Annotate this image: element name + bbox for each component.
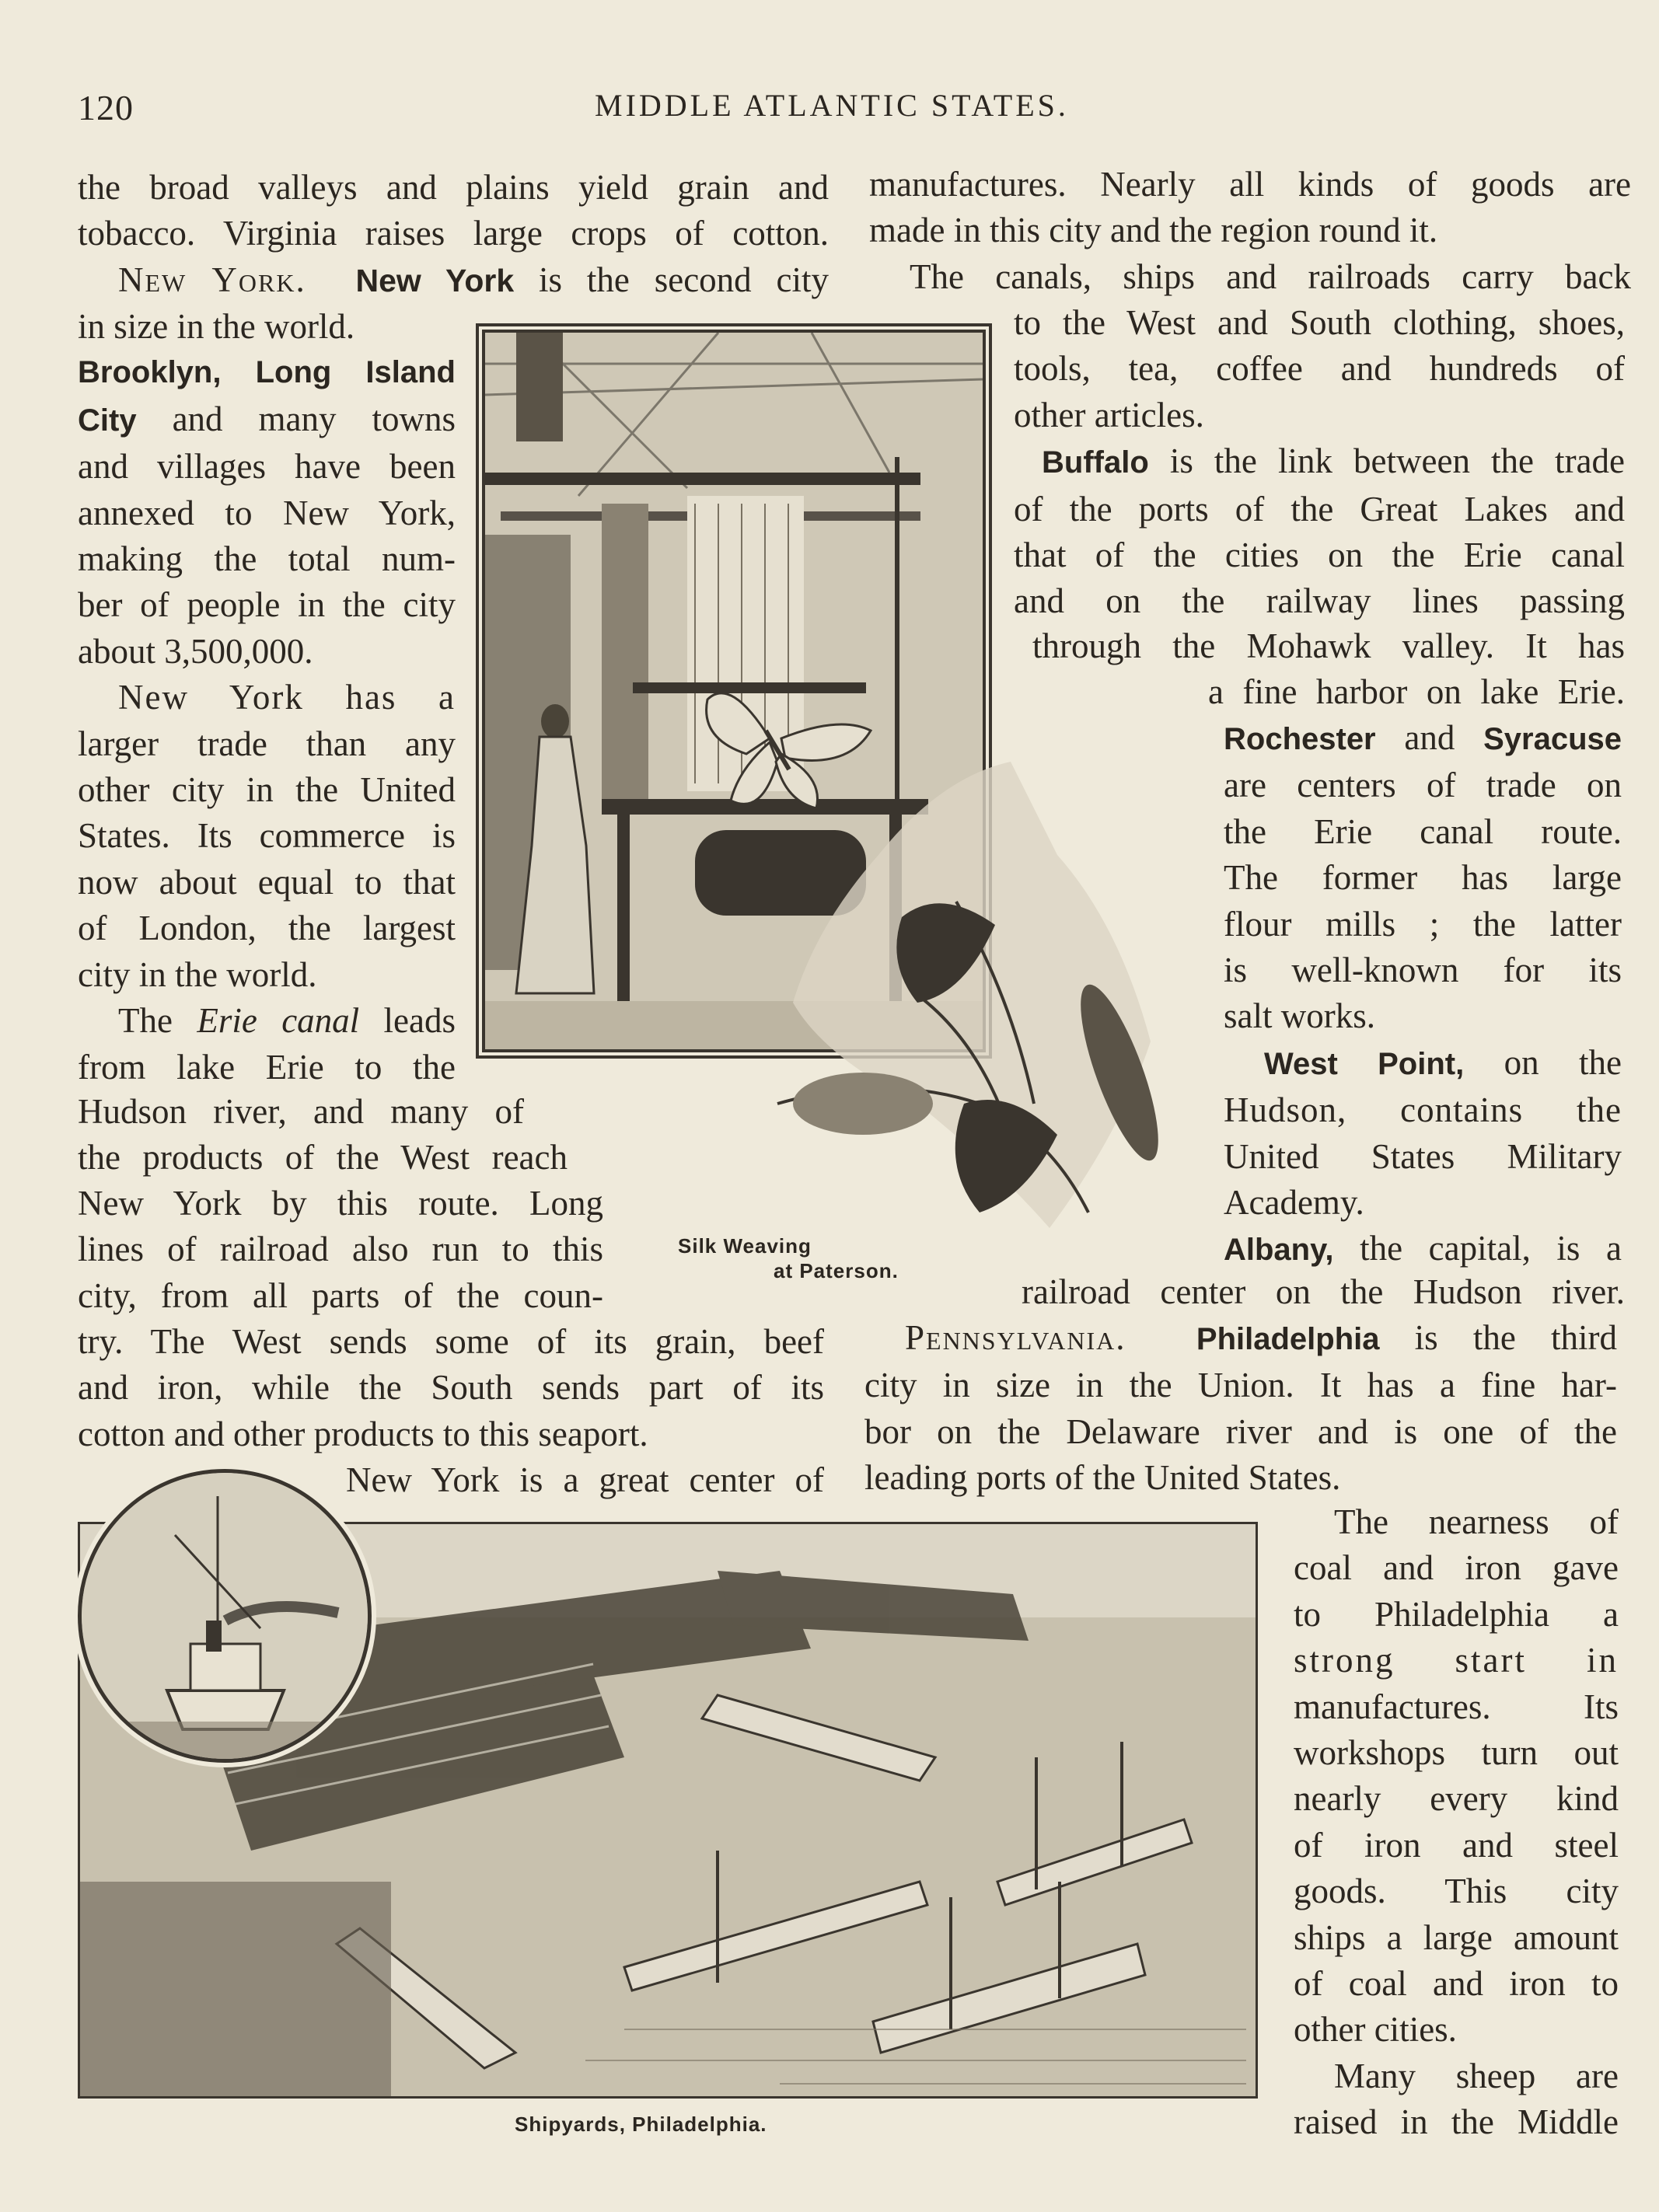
text-line: New York is a great center of <box>346 1460 824 1499</box>
text-line: United States Military <box>1224 1136 1622 1176</box>
text-fragment: leads <box>359 1001 456 1041</box>
text-line: other articles. <box>1014 395 1204 434</box>
text-line <box>1224 1226 1622 1273</box>
text-line: tools, tea, coffee and hundreds of <box>1014 349 1625 389</box>
text-line: from lake Erie to the <box>78 1047 456 1087</box>
text-line: cotton and other products to this seaport. <box>78 1414 648 1453</box>
text-line: a fine harbor on lake Erie. <box>1208 672 1625 711</box>
text-line: city in size in the Union. It has a fine har- <box>864 1366 1617 1405</box>
text-line: strong start in <box>1294 1641 1619 1680</box>
butterfly-foliage-illustration <box>684 668 1182 1259</box>
text-line: railroad center on the Hudson river. <box>1022 1272 1625 1311</box>
text-line: to Philadelphia a <box>1294 1594 1619 1634</box>
text-line: try. The West sends some of its grain, beef <box>78 1322 824 1361</box>
right-column-mid <box>1014 300 1625 625</box>
text-line: other city in the United <box>78 770 456 810</box>
left-column-narrow <box>78 304 456 1090</box>
caption-shipyards: Shipyards, Philadelphia. <box>515 2113 767 2136</box>
text-line: now about equal to that <box>78 862 456 902</box>
text-line: ships a large amount <box>1294 1917 1619 1957</box>
text-line-wrap <box>78 1135 568 1181</box>
text-line <box>1014 438 1625 486</box>
text-line: and on the railway lines passing <box>1014 581 1625 621</box>
steamship-medallion <box>78 1469 372 1763</box>
text-line: Hudson river, and many of <box>78 1092 524 1131</box>
section-pennsylvania: Pennsylvania. <box>905 1318 1126 1357</box>
text-line: are centers of trade on <box>1224 766 1622 805</box>
text-line: other cities. <box>1294 2010 1457 2050</box>
bold-philadelphia: Philadelphia <box>1196 1322 1380 1356</box>
text-line: raised in the Middle <box>1294 2102 1619 2142</box>
caption-at-paterson: at Paterson. <box>774 1259 899 1282</box>
section-new-york: New York. <box>118 260 306 299</box>
text-line: the Erie canal route. <box>1224 811 1622 851</box>
text-line: The former has large <box>1224 858 1622 898</box>
running-title: MIDDLE ATLANTIC STATES. <box>595 88 1069 123</box>
text-fragment: and <box>1375 718 1484 757</box>
text-fragment: the capital, is a <box>1333 1229 1622 1268</box>
text-line <box>864 1315 1617 1362</box>
bold-new-york: New York <box>355 262 515 298</box>
text-line: that of the cities on the Erie canal <box>1014 536 1625 575</box>
text-line: the products of the West reach <box>78 1138 568 1177</box>
text-line: New York by this route. Long <box>78 1184 603 1223</box>
text-line: making the total num- <box>78 539 456 579</box>
text-line: manufactures. Its <box>1294 1687 1619 1726</box>
text-line: Many sheep are <box>1334 2056 1619 2095</box>
text-line: through the Mohawk valley. It has <box>1032 626 1625 665</box>
right-column-pennsylvania <box>864 1315 1617 1502</box>
text-line-wrap <box>1208 669 1625 715</box>
text-line <box>78 257 829 304</box>
text-line: flour mills ; the latter <box>1224 904 1622 944</box>
text-line-wrap <box>346 1457 824 1503</box>
bold-brooklyn: Brooklyn, Long Island <box>78 355 456 390</box>
bold-rochester: Rochester <box>1224 722 1376 756</box>
text-line: of coal and iron to <box>1294 1964 1619 2004</box>
text-line: about 3,500,000. <box>78 631 313 671</box>
text-line: bor on the Delaware river and is one of the <box>864 1411 1617 1451</box>
italic-erie-canal: Erie canal <box>197 1001 360 1041</box>
text-line: Academy. <box>1224 1183 1364 1223</box>
left-column-bottom <box>78 1319 824 1457</box>
bold-west-point: West Point, <box>1264 1046 1465 1081</box>
text-line-wrap <box>78 1089 524 1135</box>
bold-city: City <box>78 403 137 438</box>
text-line-wrap <box>1022 1269 1625 1315</box>
text-line: annexed to New York, <box>78 493 456 532</box>
bold-buffalo: Buffalo <box>1042 445 1149 480</box>
text-line-wrap <box>1032 623 1625 669</box>
bold-syracuse: Syracuse <box>1483 722 1622 756</box>
right-column-top <box>869 162 1631 300</box>
text-line: of iron and steel <box>1294 1825 1619 1865</box>
text-line: coal and iron gave <box>1294 1548 1619 1588</box>
right-column-bottom <box>1294 1499 1619 2146</box>
text-fragment: on the <box>1464 1042 1622 1082</box>
text-line: of the ports of the Great Lakes and <box>1014 489 1625 529</box>
text-line <box>1224 1040 1622 1087</box>
text-line <box>1224 715 1622 762</box>
text-line: the broad valleys and plains yield grain and <box>78 168 829 207</box>
text-line: The nearness of <box>1334 1502 1619 1541</box>
text-line: lines of railroad also run to this <box>78 1230 603 1269</box>
text-line: salt works. <box>1224 996 1375 1036</box>
text-line: to the West and South clothing, shoes, <box>1014 303 1625 342</box>
text-line: city, from all parts of the coun- <box>78 1275 603 1315</box>
text-line: goods. This city <box>1294 1872 1619 1911</box>
text-fragment: and many towns <box>136 399 456 438</box>
text-line: Hudson, contains the <box>1224 1090 1622 1130</box>
text-line: is well-known for its <box>1224 951 1622 990</box>
text-fragment: is the third <box>1379 1318 1618 1357</box>
text-line: made in this city and the region round it. <box>869 211 1438 250</box>
left-column-top <box>78 165 829 304</box>
bold-albany: Albany, <box>1224 1233 1334 1268</box>
text-line: manufactures. Nearly all kinds of goods are <box>869 165 1631 204</box>
text-fragment: The <box>118 1001 197 1041</box>
text-line: workshops turn out <box>1294 1733 1619 1773</box>
text-line: larger trade than any <box>78 724 456 763</box>
text-line: and iron, while the South sends part of its <box>78 1368 824 1408</box>
text-line: of London, the largest <box>78 909 456 948</box>
text-line <box>78 998 456 1044</box>
text-line: city in the world. <box>78 954 317 994</box>
caption-silk-weaving: Silk Weaving <box>678 1234 812 1258</box>
text-line: ber of people in the city <box>78 585 456 625</box>
text-line: leading ports of the United States. <box>864 1458 1341 1498</box>
text-line: States. Its commerce is <box>78 816 456 856</box>
text-fragment: is the link between the trade <box>1148 441 1625 481</box>
page-number: 120 <box>78 88 134 127</box>
text-line: New York has a <box>118 678 456 717</box>
text-line: and villages have been <box>78 447 456 487</box>
text-line: nearly every kind <box>1294 1779 1619 1819</box>
text-line: The canals, ships and railroads carry back <box>910 256 1631 296</box>
text-line: tobacco. Virginia raises large crops of cotton. <box>78 214 829 253</box>
text-line: in size in the world. <box>78 307 355 346</box>
text-line <box>78 396 456 444</box>
text-line-wrap <box>78 1181 603 1319</box>
right-column-narrow <box>1224 715 1622 1274</box>
text-fragment: is the second city <box>514 260 829 299</box>
